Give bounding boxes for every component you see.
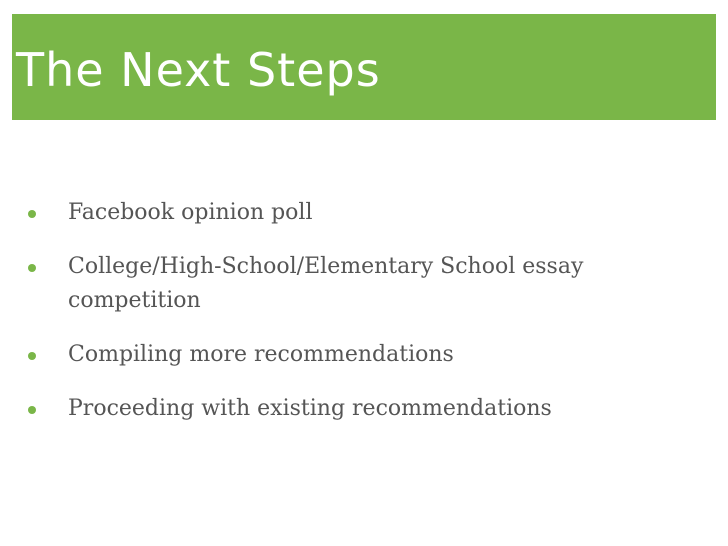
- slide-title: The Next Steps: [16, 43, 381, 97]
- bullet-item: [28, 338, 668, 372]
- bullet-dot-icon: [28, 210, 36, 218]
- bullet-text: Compiling more recommendations: [68, 342, 454, 367]
- bullet-item: [28, 196, 668, 230]
- bullet-dot-icon: [28, 406, 36, 414]
- bullet-list: [28, 196, 668, 446]
- bullet-text: Proceeding with existing recommendations: [68, 396, 552, 421]
- bullet-item: [28, 250, 668, 318]
- bullet-text: College/High-School/Elementary School essay competition: [68, 254, 584, 313]
- bullet-dot-icon: [28, 264, 36, 272]
- bullet-item: [28, 392, 668, 426]
- bullet-dot-icon: [28, 352, 36, 360]
- bullet-text: Facebook opinion poll: [68, 200, 313, 225]
